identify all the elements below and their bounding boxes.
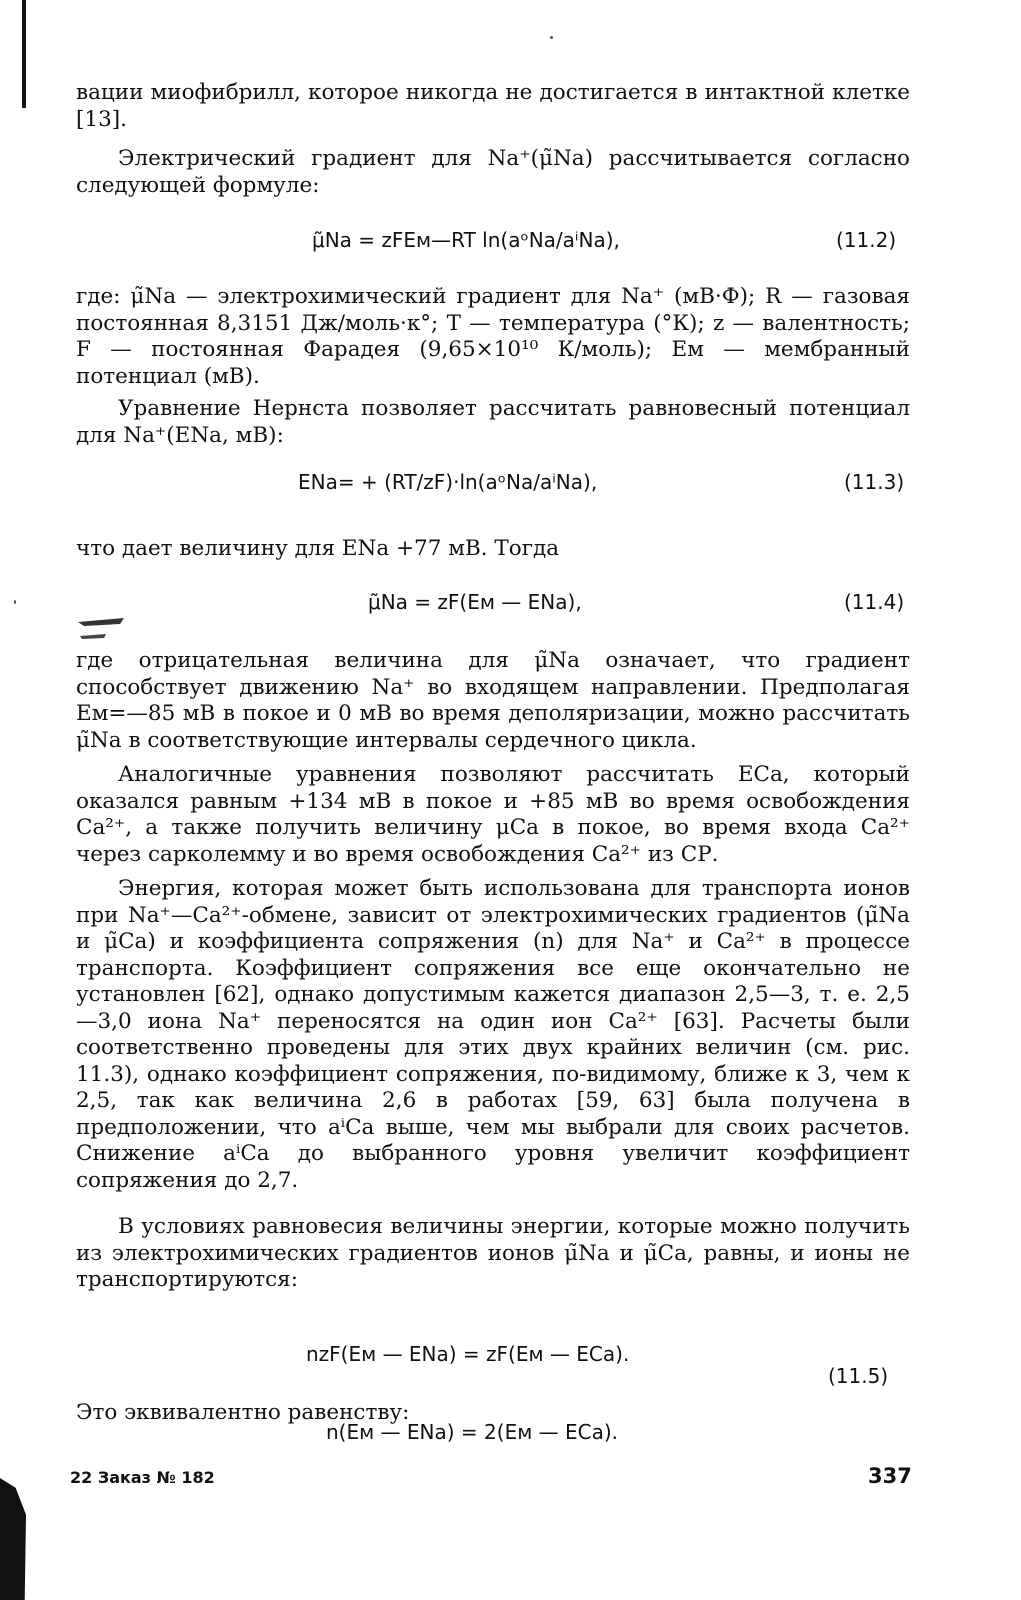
equation-number: (11.2) [836,228,897,252]
paragraph-9 [76,1214,910,1294]
scan-edge-mark [22,0,26,108]
equation-number: (11.4) [844,590,905,614]
paragraph-text: Это эквивалентно равенству: [76,1400,410,1425]
paragraph-text: В условиях равновесия величины энергии, которые можно получить из электрохимических градиентов ионов μ̃Na и μ̃Ca, равны, и ионы не транспортируются: [76,1214,910,1292]
equation-11-4: μ̃Na = zF(Eм — ENa), [368,590,582,614]
paragraph-8 [76,876,910,1194]
paragraph-6 [76,648,910,754]
paragraph-5 [76,536,910,563]
scan-corner-shadow [0,1478,26,1600]
paragraph-text: Энергия, которая может быть использована для транспорта ионов при Na⁺—Ca²⁺-обмене, зависит от электрохимических градиентов (μ̃Na и μ̃Ca) и коэффициента сопряжения (n) для Na⁺ и Ca²⁺ в процессе транспорта. Коэффициент сопряжения все еще окончательно не установлен [62], однако допустимым кажется диапазон 2,5—3, т. е. 2,5—3,0 иона Na⁺ переносятся на один ион Ca²⁺ [63]. Расчеты были соответственно проведены для этих двух крайних величин (см. рис. 11.3), однако коэффициент сопряжения, по-видимому, ближе к 3, чем к 2,5, так как величина 2,6 в работах [59, 63] была получена в предположении, что aⁱCa выше, чем мы выбрали для своих расчетов. Снижение aⁱCa до выбранного уровня увеличит коэффициент сопряжения до 2,7. [76,876,910,1193]
equation-number: (11.3) [844,470,905,494]
equation-11-3: ENa= + (RT/zF)·ln(aᵒNa/aⁱNa), [298,470,598,494]
ink-blot-mark [76,614,128,644]
paragraph-text: Уравнение Нернста позволяет рассчитать равновесный потенциал для Na⁺(ENa, мВ): [76,396,910,448]
paragraph-text: где: μ̃Na — электрохимический градиент для Na⁺ (мВ·Ф); R — газовая постоянная 8,3151 Дж/моль·к°; T — температура (°К); z — валентность; F — постоянная Фарадея (9,65×10¹⁰ К/моль); Eм — мембранный потенциал (мВ). [76,284,910,389]
page-number: 337 [868,1464,912,1488]
paragraph-3 [76,284,910,390]
printer-note: 22 Заказ № 182 [70,1468,215,1487]
equation-number: (11.5) [828,1364,889,1388]
equation-11-2: μ̃Na = zFEм—RT ln(aᵒNa/aⁱNa), [312,228,620,252]
paragraph-text: Электрический градиент для Na⁺(μ̃Na) рассчитывается согласно следующей формуле: [76,146,910,198]
paragraph-text: где отрицательная величина для μ̃Na означает, что градиент способствует движению Na⁺ во входящем направлении. Предполагая Eм=—85 мВ в покое и 0 мВ во время деполяризации, можно рассчитать μ̃Na в соответствующие интервалы сердечного цикла. [76,648,910,753]
paragraph-text: что дает величину для ENa +77 мВ. Тогда [76,536,560,561]
paragraph-text: вации миофибрилл, которое никогда не достигается в интактной клетке [13]. [76,80,910,132]
paragraph-7 [76,762,910,868]
paragraph-4 [76,396,910,449]
equation-11-5: nzF(Eм — ENa) = zF(Eм — ECa). [306,1342,630,1366]
paragraph-1 [76,80,910,133]
scan-speck [14,600,16,604]
scan-speck [550,36,553,39]
paragraph-text: Аналогичные уравнения позволяют рассчитать ECa, который оказался равным +134 мВ в покое и +85 мВ во время освобождения Ca²⁺, а также получить величину μCa в покое, во время входа Ca²⁺ через сарколемму и во время освобождения Ca²⁺ из СР. [76,762,910,867]
paragraph-2 [76,146,910,199]
equation-final: n(Eм — ENa) = 2(Eм — ECa). [326,1420,619,1444]
